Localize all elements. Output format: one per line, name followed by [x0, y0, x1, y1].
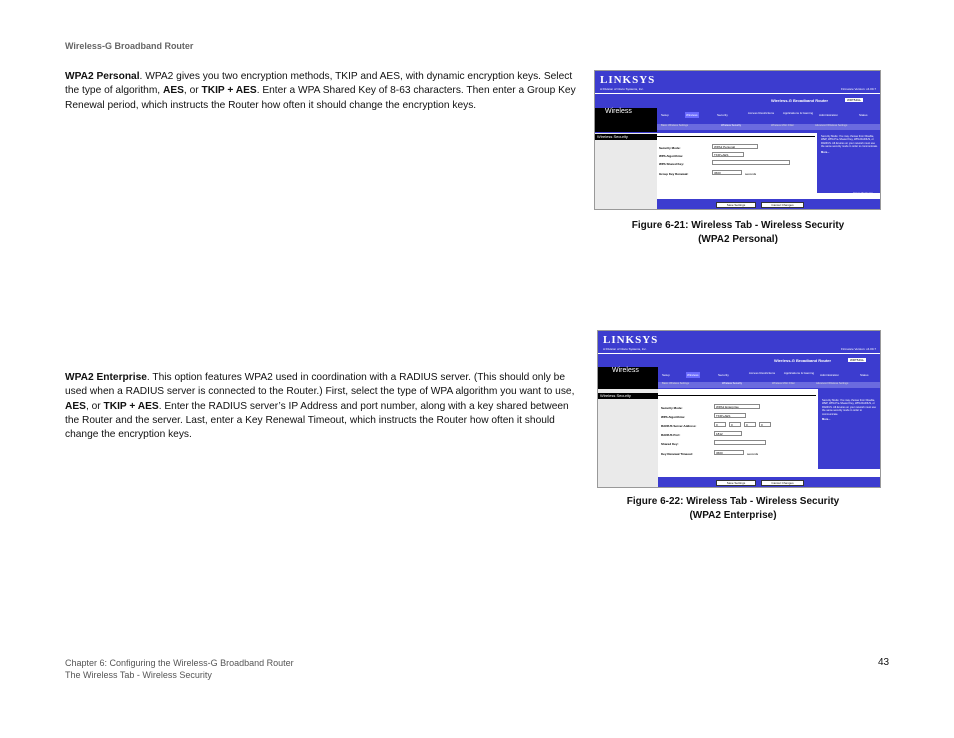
tab-access-restrictions[interactable]: Access Restrictions: [748, 371, 776, 375]
left-section-label: Wireless Security: [598, 393, 658, 399]
radius-ip-octet-1[interactable]: 0: [714, 422, 726, 427]
seconds-unit: seconds: [745, 172, 757, 176]
text: . This option features WPA2 used in coordination with a RADIUS server. (This should only be used when a RADIUS server is connected to the Router.) First, select the type of WPA algorithm you want to use,: [65, 372, 575, 398]
tab-security[interactable]: Security: [717, 113, 728, 117]
caption-line: (WPA2 Personal): [698, 234, 778, 245]
subtab-advanced[interactable]: Advanced Wireless Settings: [815, 124, 848, 127]
tab-setup[interactable]: Setup: [662, 373, 670, 377]
cancel-changes-button[interactable]: Cancel Changes: [761, 480, 804, 486]
cancel-changes-button[interactable]: Cancel Changes: [761, 202, 804, 208]
linksys-logo: LINKSYS: [603, 334, 659, 346]
divider: [658, 395, 816, 396]
text: , or: [183, 85, 202, 97]
shared-key-input[interactable]: [714, 440, 766, 445]
radius-port-label: RADIUS Port:: [661, 433, 681, 437]
tab-security[interactable]: Security: [718, 373, 729, 377]
tab-status[interactable]: Status: [859, 113, 868, 117]
wpa-algorithms-label: WPA Algorithms:: [659, 154, 684, 158]
security-mode-label: Security Mode:: [659, 146, 681, 150]
caption-line: Figure 6-22: Wireless Tab - Wireless Security: [626, 496, 840, 507]
subtab-basic[interactable]: Basic Wireless Settings: [662, 382, 690, 385]
left-column: [595, 133, 657, 210]
sub-tabs: [658, 382, 881, 388]
firmware-version: Firmware Version: v4.00.7: [841, 87, 876, 91]
brand-subtitle: A Division of Cisco Systems, Inc.: [600, 87, 644, 91]
group-key-renewal-input[interactable]: 3600: [712, 170, 742, 175]
help-more-link[interactable]: More...: [821, 150, 830, 154]
tab-administration[interactable]: Administration: [819, 113, 839, 117]
router-screenshot: [597, 330, 881, 488]
router-screenshot: [594, 70, 881, 210]
figure-wpa2-personal: [594, 70, 881, 210]
figure-caption: [615, 495, 851, 523]
linksys-logo: LINKSYS: [600, 74, 656, 86]
radius-ip-octet-2[interactable]: 0: [729, 422, 741, 427]
caption-line: Figure 6-21: Wireless Tab - Wireless Security: [631, 220, 845, 231]
subtab-basic[interactable]: Basic Wireless Settings: [661, 124, 689, 127]
footer-chapter: Chapter 6: Configuring the Wireless-G Broadband Router: [65, 658, 294, 668]
cisco-logo: Cisco Systems: [853, 191, 873, 195]
radius-ip-octet-4[interactable]: 0: [759, 422, 771, 427]
subtab-security[interactable]: Wireless Security: [722, 382, 743, 385]
tab-applications-gaming[interactable]: Applications & Gaming: [783, 371, 815, 375]
security-mode-select[interactable]: WPA2 Personal: [712, 144, 758, 149]
product-name: Wireless-G Broadband Router: [774, 358, 832, 363]
help-panel: [818, 389, 881, 469]
figure-caption: [620, 219, 856, 247]
help-panel: [817, 133, 881, 193]
footer-section: The Wireless Tab - Wireless Security: [65, 670, 212, 680]
product-name: Wireless-G Broadband Router: [771, 98, 829, 103]
text: . Enter the RADIUS server’s IP Address and port number, along with a key shared between the Router and the server. Last, enter a Key Renewal Timeout, which instructs the Router how often it should change the encryption keys.: [65, 400, 569, 441]
text: . WPA2 gives you two encryption methods, TKIP and AES, with dynamic encryption keys. Select the type of algorithm,: [65, 71, 573, 97]
running-head: Wireless-G Broadband Router: [65, 41, 194, 51]
tab-access-restrictions[interactable]: Access Restrictions: [747, 111, 775, 115]
text: , or: [85, 400, 104, 412]
left-section-label: Wireless Security: [595, 134, 657, 140]
section-title: Wireless: [595, 108, 657, 132]
tab-setup[interactable]: Setup: [661, 113, 669, 117]
term: AES: [65, 400, 86, 412]
tab-applications-gaming[interactable]: Applications & Gaming: [782, 111, 814, 115]
help-text: Security Mode: You may choose from Disable, WEP, WPA Pre-Shared Key, WPA RADIUS, or RADIUS. All devices on your network must use the same security mode in order to communicate.: [822, 399, 876, 416]
wpa-algorithms-select[interactable]: TKIP+AES: [714, 413, 746, 418]
save-settings-button[interactable]: Save Settings: [716, 480, 756, 486]
key-renewal-timeout-label: Key Renewal Timeout:: [661, 452, 693, 456]
term: WPA2 Enterprise: [65, 372, 147, 383]
brand-subtitle: A Division of Cisco Systems, Inc.: [603, 347, 647, 351]
term: AES: [162, 85, 184, 97]
footer: [65, 657, 294, 681]
radius-server-label: RADIUS Server Address:: [661, 424, 697, 428]
help-more-link[interactable]: More...: [822, 418, 831, 422]
security-mode-label: Security Mode:: [661, 406, 683, 410]
model-number: WRT54GL: [847, 98, 862, 102]
key-renewal-timeout-input[interactable]: 3600: [714, 450, 744, 455]
seconds-unit: seconds: [747, 452, 759, 456]
figure-wpa2-enterprise: [597, 330, 881, 488]
paragraph-wpa2-personal: [65, 70, 585, 113]
save-settings-button[interactable]: Save Settings: [716, 202, 756, 208]
wpa-algorithms-select[interactable]: TKIP+AES: [712, 152, 744, 157]
group-key-renewal-label: Group Key Renewal:: [659, 172, 689, 176]
subtab-mac-filter[interactable]: Wireless MAC Filter: [771, 124, 794, 127]
radius-ip-octet-3[interactable]: 0: [744, 422, 756, 427]
cisco-logo: Cisco Systems: [853, 470, 873, 474]
subtab-advanced[interactable]: Advanced Wireless Settings: [816, 382, 849, 385]
divider: [657, 136, 815, 137]
term: WPA2 Personal: [65, 71, 140, 82]
divider: [598, 353, 880, 354]
subtab-security[interactable]: Wireless Security: [721, 124, 742, 127]
tab-wireless[interactable]: Wireless: [687, 373, 699, 377]
page-number: 43: [878, 657, 890, 668]
tab-status[interactable]: Status: [860, 373, 869, 377]
paragraph-wpa2-enterprise: [65, 371, 585, 442]
security-mode-select[interactable]: WPA2 Enterprise: [714, 404, 760, 409]
term: TKIP + AES: [103, 400, 159, 412]
firmware-version: Firmware Version: v4.00.7: [841, 347, 876, 351]
shared-key-label: Shared Key:: [661, 442, 679, 446]
divider: [595, 93, 880, 94]
sub-tabs: [657, 124, 881, 130]
wpa-shared-key-label: WPA Shared Key:: [659, 162, 685, 166]
wpa-algorithms-label: WPA Algorithms:: [661, 415, 686, 419]
caption-line: (WPA2 Enterprise): [689, 510, 777, 521]
tab-wireless[interactable]: Wireless: [686, 113, 698, 117]
wpa-shared-key-input[interactable]: [712, 160, 790, 165]
help-text: Security Mode: You may choose from Disable, WEP, WPA Pre-Shared Key, WPA RADIUS, or RADIUS. All devices on your network must use the same security mode in order to communicate.: [821, 135, 878, 149]
left-column: [598, 389, 658, 488]
tab-administration[interactable]: Administration: [820, 373, 840, 377]
model-number: WRT54GL: [850, 358, 865, 362]
subtab-mac-filter[interactable]: Wireless MAC Filter: [772, 382, 795, 385]
main-tabs: [661, 113, 879, 123]
text: . Enter a WPA Shared Key of 8-63 characters. Then enter a Group Key Renewal period, which instructs the Router how often it should change the encryption keys.: [65, 85, 576, 111]
radius-port-input[interactable]: 1812: [714, 431, 742, 436]
term: TKIP + AES: [201, 85, 257, 97]
section-title: Wireless: [598, 367, 658, 389]
